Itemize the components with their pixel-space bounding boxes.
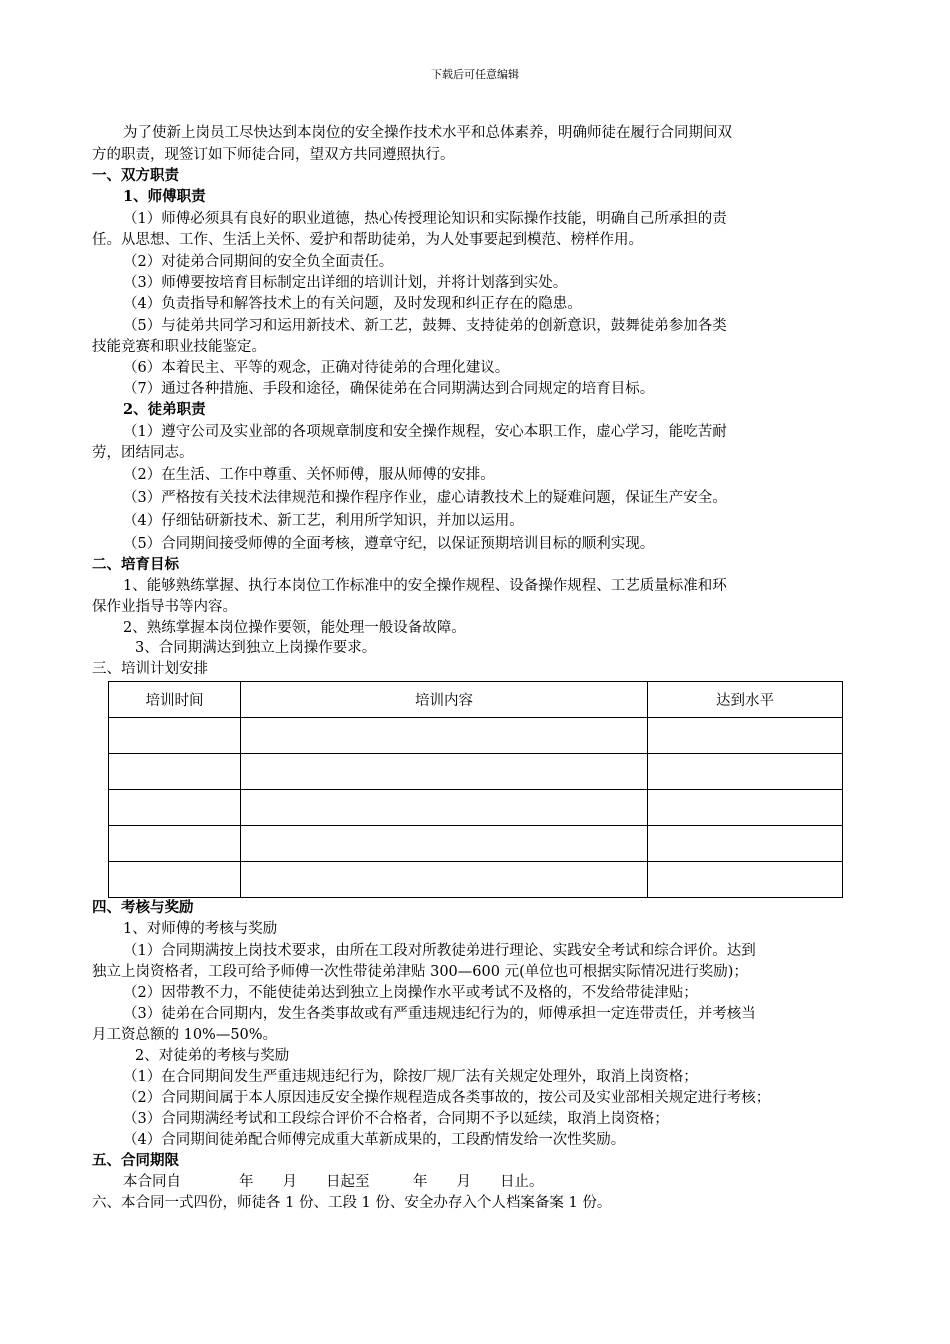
- master-duty-5a: （5）与徒弟共同学习和运用新技术、新工艺，鼓舞、支持徒弟的创新意识，鼓舞徒弟参加各类: [123, 318, 727, 334]
- master-duty-6: （6）本着民主、平等的观念，正确对待徒弟的合理化建议。: [123, 360, 510, 376]
- table-cell[interactable]: [109, 862, 241, 898]
- apprentice-assessment-title: 2、对徒弟的考核与奖励: [135, 1048, 290, 1064]
- apprentice-assessment-4: （4）合同期间徒弟配合师傅完成重大革新成果的，工段酌情发给一次性奖励。: [123, 1132, 626, 1148]
- section-4-title: 四、考核与奖励: [92, 899, 194, 916]
- table-row: [109, 754, 843, 790]
- table-row: [109, 790, 843, 826]
- master-assessment-title: 1、对师傅的考核与奖励: [123, 921, 278, 937]
- table-cell[interactable]: [109, 754, 241, 790]
- table-cell[interactable]: [648, 718, 843, 754]
- column-header: 培训时间: [109, 682, 241, 718]
- table-cell[interactable]: [109, 718, 241, 754]
- section-3-title: 三、培训计划安排: [92, 661, 208, 677]
- table-row: [109, 862, 843, 898]
- section-2-title: 二、培育目标: [92, 556, 179, 573]
- table-cell[interactable]: [648, 862, 843, 898]
- table-row: [109, 718, 843, 754]
- table-cell[interactable]: [241, 862, 648, 898]
- goal-2: 2、熟练掌握本岗位操作要领，能处理一般设备故障。: [123, 620, 466, 636]
- apprentice-duty-4: （4）仔细钻研新技术、新工艺，利用所学知识，并加以运用。: [123, 513, 524, 529]
- apprentice-duty-3: （3）严格按有关技术法律规范和操作程序作业，虚心请教技术上的疑难问题，保证生产安全。: [123, 490, 727, 506]
- table-cell[interactable]: [241, 826, 648, 862]
- table-cell[interactable]: [648, 754, 843, 790]
- apprentice-duty-5: （5）合同期间接受师傅的全面考核，遵章守纪，以保证预期培训目标的顺利实现。: [123, 536, 655, 552]
- apprentice-duty-2: （2）在生活、工作中尊重、关怀师傅，服从师傅的安排。: [123, 467, 495, 483]
- master-duty-7: （7）通过各种措施、手段和途径，确保徒弟在合同期满达到合同规定的培育目标。: [123, 381, 655, 397]
- apprentice-duty-1b: 劳，团结同志。: [92, 445, 194, 461]
- apprentice-assessment-1: （1）在合同期间发生严重违规违纪行为，除按厂规厂法有关规定处理外，取消上岗资格；: [123, 1069, 698, 1085]
- table-cell[interactable]: [241, 754, 648, 790]
- table-cell[interactable]: [648, 790, 843, 826]
- section-6-text: 六、本合同一式四份，师徒各 1 份、工段 1 份、安全办存入个人档案备案 1 份。: [92, 1195, 612, 1211]
- section-5-title: 五、合同期限: [92, 1152, 179, 1169]
- table-cell[interactable]: [241, 718, 648, 754]
- master-duty-1a: （1）师傅必须具有良好的职业道德，热心传授理论知识和实际操作技能，明确自己所承担的责: [123, 211, 727, 227]
- table-cell[interactable]: [109, 826, 241, 862]
- intro-line-2: 方的职责，现签订如下师徒合同，望双方共同遵照执行。: [92, 147, 455, 163]
- table-cell[interactable]: [109, 790, 241, 826]
- master-duty-5b: 技能竞赛和职业技能鉴定。: [92, 339, 266, 355]
- column-header: 达到水平: [648, 682, 843, 718]
- intro-line-1: 为了使新上岗员工尽快达到本岗位的安全操作技术水平和总体素养，明确师徒在履行合同期间双: [123, 125, 732, 141]
- section-1-title: 一、双方职责: [92, 167, 179, 184]
- apprentice-duty-1a: （1）遵守公司及实业部的各项规章制度和安全操作规程，安心本职工作，虚心学习，能吃苦耐: [123, 424, 727, 440]
- master-duty-3: （3）师傅要按培育目标制定出详细的培训计划，并将计划落到实处。: [123, 275, 568, 291]
- table-header-row: [109, 682, 843, 718]
- apprentice-duties-title: 2、徒弟职责: [123, 401, 206, 418]
- master-assessment-3b: 月工资总额的 10%—50%。: [92, 1027, 278, 1043]
- master-assessment-1a: （1）合同期满按上岗技术要求，由所在工段对所教徒弟进行理论、实践安全考试和综合评价。达到: [123, 943, 756, 959]
- goal-3: 3、合同期满达到独立上岗操作要求。: [135, 640, 377, 656]
- table-row: [109, 826, 843, 862]
- master-duty-4: （4）负责指导和解答技术上的有关问题，及时发现和纠正存在的隐患。: [123, 296, 582, 312]
- contract-period-text: 本合同自 年 月 日起至 年 月 日止。: [123, 1174, 544, 1190]
- column-header: 培训内容: [241, 682, 648, 718]
- master-duty-2: （2）对徒弟合同期间的安全负全面责任。: [123, 254, 394, 270]
- master-assessment-2: （2）因带教不力，不能使徒弟达到独立上岗操作水平或考试不及格的，不发给带徒津贴；: [123, 985, 698, 1001]
- apprentice-assessment-3: （3）合同期满经考试和工段综合评价不合格者，合同期不予以延续，取消上岗资格；: [123, 1111, 669, 1127]
- table-cell[interactable]: [241, 790, 648, 826]
- master-assessment-3a: （3）徒弟在合同期内，发生各类事故或有严重违规违纪行为的，师傅承担一定连带责任，并考核当: [123, 1006, 756, 1022]
- master-duty-1b: 任。从思想、工作、生活上关怀、爱护和帮助徒弟，为人处事要起到模范、榜样作用。: [92, 232, 643, 248]
- master-duties-title: 1、师傅职责: [123, 188, 206, 205]
- goal-1a: 1、能够熟练掌握、执行本岗位工作标准中的安全操作规程、设备操作规程、工艺质量标准和环: [123, 578, 727, 594]
- training-plan-table: [108, 681, 843, 898]
- page-header: 下载后可任意编辑: [431, 68, 519, 81]
- master-assessment-1b: 独立上岗资格者，工段可给予师傅一次性带徒弟津贴 300—600 元(单位也可根据实际情况进行奖励)；: [92, 964, 748, 980]
- apprentice-assessment-2: （2）合同期间属于本人原因违反安全操作规程造成各类事故的，按公司及实业部相关规定进行考核；: [123, 1090, 771, 1106]
- table-cell[interactable]: [648, 826, 843, 862]
- goal-1b: 保作业指导书等内容。: [92, 599, 237, 615]
